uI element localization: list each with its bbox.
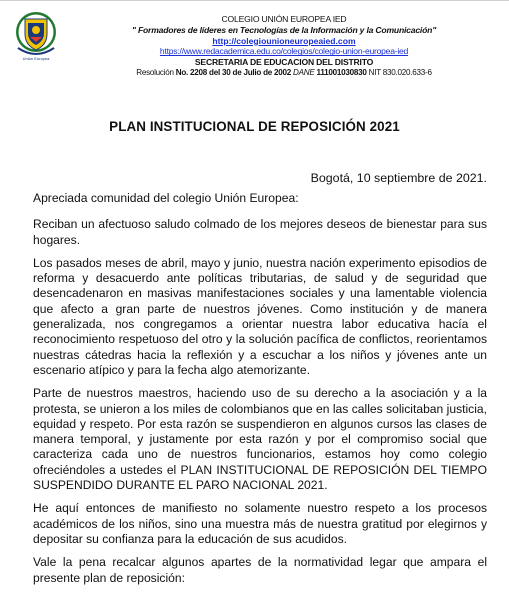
document-title: PLAN INSTITUCIONAL DE REPOSICIÓN 2021 [109, 119, 400, 134]
nit-number: NIT 830.020.633-6 [366, 67, 432, 77]
paragraph-context: Los pasados meses de abril, mayo y junio, nuestra nación experimento episodios de reforma y desacuerdo ante políticas tributarias, de salud y de seguridad que desencadenaron en masivas manifestaciones sociales y una lamentable violencia que afecto a gran parte de nuestros jóvenes. Como institución y de manera generalizada, nos congregamos a orientar nuestra labor educativa hacía el reconocimiento respetuoso del otro y la solución pacífica de conflictos, reorientamos nuestras cátedras hacia la reflexión y a escuchar a los niños y jóvenes ante un escenario atípico y para la fecha algo atemorizante. [33, 255, 487, 377]
dane-number: 111001030830 [316, 67, 367, 77]
dane-label: DANE [291, 67, 317, 77]
document-date: Bogotá, 10 septiembre de 2021. [310, 171, 487, 185]
website-link[interactable]: http://colegiounioneuropeaied.com [212, 35, 356, 46]
paragraph-normativity: Vale la pena recalcar algunos apartes de la normatividad legar que ampara el presente plan de reposición: [33, 555, 487, 585]
school-name: COLEGIO UNIÓN EUROPEA IED [221, 14, 347, 24]
crest-caption: Unión Europea [22, 56, 50, 61]
resolution-number: No. 2208 del 30 de Julio de 2002 [175, 67, 292, 77]
redacademica-link[interactable]: https://www.redacademica.edu.co/colegios/colegio-union-europea-ied [159, 46, 409, 57]
letterhead [72, 14, 496, 79]
salutation: Apreciada comunidad del colegio Unión Europea: [33, 191, 299, 205]
resolution-prefix: Resolución [136, 67, 176, 77]
school-motto: " Formadores de líderes en Tecnologías de la Información y la Comunicación" [131, 24, 437, 35]
letter-body [33, 191, 487, 594]
page-top-border [0, 0, 509, 1]
resolution-line [72, 68, 496, 79]
paragraph-teachers: Parte de nuestros maestros, haciendo uso de su derecho a la asociación y a la protesta, se unieron a los miles de colombianos que en las calles solicitaban justicia, equidad y respeto. Por esta razón se suspendieron en algunos cursos las clases de manera temporal, y justamente por esta razón y por el compromiso social que caracteriza cada uno de nuestros funcionarios, estamos hoy como colegio ofreciéndoles a ustedes el PLAN INSTITUCIONAL DE REPOSICIÓN DEL TIEMPO SUSPENDIDO DURANTE EL PARO NACIONAL 2021. [33, 386, 487, 493]
secretaria-label: SECRETARIA DE EDUCACION DEL DISTRITO [194, 57, 374, 68]
paragraph-gratitude: He aquí entonces de manifiesto no solamente nuestro respeto a los procesos académicos de los niños, sino una muestra más de nuestra gratitud por elegirnos y depositar su confianza para la educación de sus acudidos. [33, 501, 487, 546]
paragraph-greeting: Reciban un afectuoso saludo colmado de los mejores deseos de bienestar para sus hogares. [33, 217, 487, 247]
